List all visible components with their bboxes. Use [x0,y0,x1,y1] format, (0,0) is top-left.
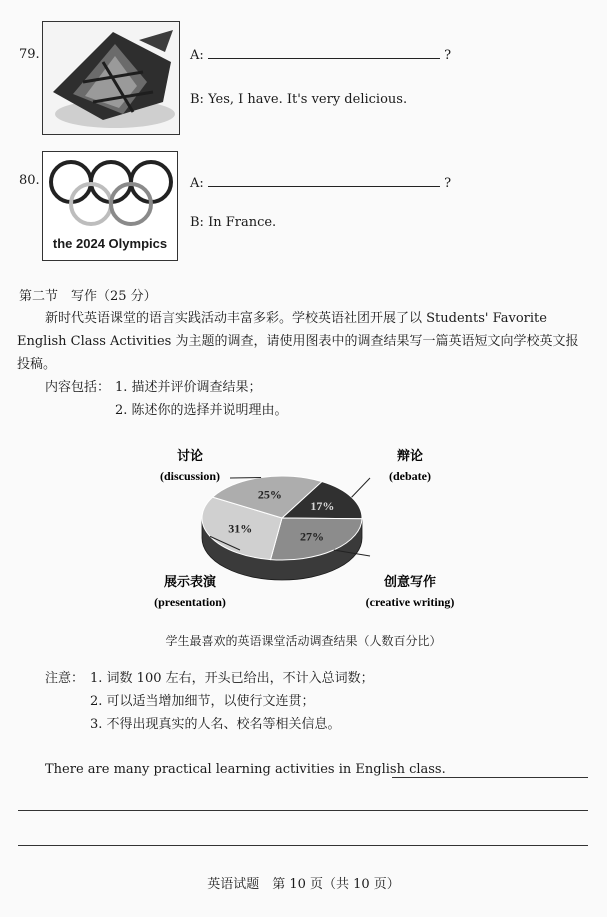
notes-item-3: 3. 不得出现真实的人名、校名等相关信息。 [90,717,341,732]
content-label: 内容包括： [45,380,111,395]
slice-label-cn-0: 辩论 [396,449,424,464]
prompt-line-1: 新时代英语课堂的语言实践活动丰富多彩。学校英语社团开展了以 Students' Favorite [45,311,547,326]
pie-value-label-0: 17% [310,498,335,513]
slice-label-en-3: (discussion) [159,469,221,483]
olympic-rings-icon [43,152,177,230]
question-79-number: 79. [19,47,40,62]
q80-b-line: B: In France. [190,215,277,230]
question-80-number: 80. [19,173,40,188]
olympics-image [42,151,178,261]
answer-line-1[interactable] [392,777,588,778]
prompt-line-2: English Class Activities 为主题的调查，请使用图表中的调查结果写一篇英语短文向学校英文报 [17,334,579,349]
q79-a-prefix: A: [190,48,204,63]
answer-opening: There are many practical learning activities in English class. [45,762,446,777]
answer-line-2[interactable] [18,810,588,811]
answer-line-3[interactable] [18,845,588,846]
slice-label-cn-2: 展示表演 [163,575,217,590]
pie-value-label-3: 25% [257,487,282,502]
prompt-line-3: 投稿。 [17,357,57,372]
pie-value-label-1: 27% [300,529,325,544]
q79-b-line: B: Yes, I have. It's very delicious. [190,92,408,107]
notes-item-1: 1. 词数 100 左右，开头已给出，不计入总词数； [90,671,374,686]
chart-title: 学生最喜欢的英语课堂活动调查结果（人数百分比） [165,634,442,648]
olympics-caption: the 2024 Olympics [52,236,168,251]
q80-answer-blank[interactable] [208,186,440,187]
q79-a-end: ? [444,48,452,63]
content-item-1: 1. 描述并评价调查结果； [115,380,262,395]
section-title: 第二节 写作（25 分） [19,289,157,304]
q80-a-prefix: A: [190,176,204,191]
page-footer: 英语试题 第 10 页（共 10 页） [207,877,400,892]
q79-answer-blank[interactable] [208,58,440,59]
slice-label-en-2: (presentation) [154,595,226,609]
notes-label: 注意： [45,671,85,686]
leader-line-0 [352,478,370,497]
slice-label-cn-3: 讨论 [176,449,204,464]
pie-value-label-2: 31% [228,521,253,536]
slice-label-en-0: (debate) [389,469,431,483]
leader-line-3 [230,477,261,478]
zongzi-icon [43,22,179,134]
q80-a-end: ? [444,176,452,191]
zongzi-image [42,21,180,135]
notes-item-2: 2. 可以适当增加细节，以使行文连贯； [90,694,315,709]
slice-label-en-1: (creative writing) [365,595,455,609]
pie-chart [120,438,480,628]
content-item-2: 2. 陈述你的选择并说明理由。 [115,403,288,418]
slice-label-cn-1: 创意写作 [383,575,437,590]
